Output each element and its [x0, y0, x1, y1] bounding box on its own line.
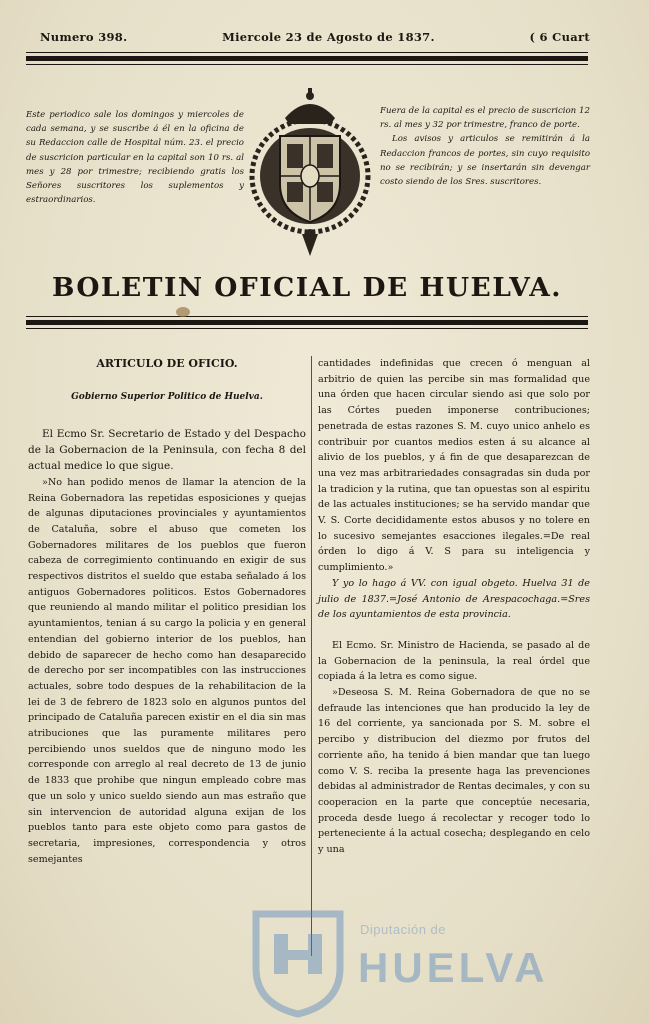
outside-capital-price: Fuera de la capital es el precio de suscricion 12 rs. al mes y 32 por trimestre, franco de porte. — [380, 106, 590, 131]
article-paragraph: »No han podido menos de llamar la atencion de la Reina Gobernadora las repetidas esposiciones y quejas de algunas diputaciones provinciales y ayuntamientos de Cataluña, sobre el abuso que cometen los Gobernadores militares de los pueblos que fueron cabeza de corregimiento continuando en exigir de sus respectivos distritos el sueldo que estaba señalado á los antiguos Gobernadores politicos. Estos Gobernadores que reuniendo al mando militar el politico presidian los ayuntamientos, tenian á su cargo la policia y en general entendian del gobierno interior de los pueblos, han debido de saparecer de hecho como han desaparecido de derecho por ser incompatibles con las instrucciones actuales, sobre todo despues de la rehabilitacion de la lei de 3 de febrero de 1823 solo en algunos puntos del principado de Cataluña parecen existir en el dia sin mas atribuciones que las puramente militares pero percibiendo unos sueldos que de ninguno modo les corresponde con arreglo al real decreto de 13 de junio de 1833 que prohibe que ningun empleado cobre mas que un solo y unico sueldo siendo aun mas estraño que sin intervencion de autoridad alguna exijan de los pueblos tanto para este objeto como para gastos de secretaria, impresiones, correspondencia y otros semejantes — [28, 476, 306, 865]
issue-price: ( 6 Cuart — [529, 30, 590, 44]
column-divider — [311, 356, 312, 956]
ink-stain — [176, 307, 190, 317]
masthead-rule-heavy — [26, 56, 588, 61]
masthead — [40, 26, 590, 48]
issue-date: Miercole 23 de Agosto de 1837. — [222, 30, 435, 44]
notices-info: Los avisos y articulos se remitirán á la Redaccion francos de portes, sin cuyo requisito no se recibirán; y se insertarán sin devengar costo siendo de los Sres. suscritores. — [380, 134, 590, 188]
article-paragraph: cantidades indefinidas que crecen ó menguan al arbitrio de quien las percibe sin mas formalidad que una órden que hacen circular siendo asi que solo por las Córtes pueden imponerse contribuciones; penetrada de estas razones S. M. cuyo unico anhelo es contribuir por cuantos medios esten á su alcance al alivio de los pueblos, y á fin de que desaparezcan de una vez mas arbitrariedades consagradas sin duda por la tradicion y la rutina, que tan opuestas son al espiritu de las actuales instituciones; se ha servido mandar que V. S. Corte decididamente estos abusos y no tolere en lo sucesivo semejantes esacciones ilegales.=De real órden lo digo á V. S para su inteligencia y cumplimiento.» — [318, 358, 590, 574]
signature-paragraph: Y yo lo hago á VV. con igual obgeto. Huelva 31 de julio de 1837.=José Antonio de Arespacochaga.=Sres de los ayuntamientos de esta provincia. — [318, 577, 590, 621]
royal-crest-icon — [247, 84, 373, 260]
watermark — [250, 906, 590, 1018]
watermark-line2: HUELVA — [358, 944, 549, 991]
diputacion-shield-icon — [250, 906, 346, 1018]
title-rule-heavy — [26, 320, 588, 325]
subscription-info-left — [26, 108, 244, 207]
newspaper-title: BOLETIN OFICIAL DE HUELVA. — [51, 272, 563, 303]
spacer — [318, 623, 590, 638]
article-paragraph: El Ecmo Sr. Secretario de Estado y del Despacho de la Gobernacion de la Peninsula, con fecha 8 del actual medice lo que sigue. — [28, 428, 306, 472]
masthead-rule-thin — [26, 52, 588, 53]
left-column — [28, 356, 306, 867]
issue-number: Numero 398. — [40, 30, 128, 44]
subscription-info-right — [380, 104, 590, 189]
watermark-line1: Diputación de — [360, 922, 446, 937]
masthead-rule-thin-lower — [26, 64, 588, 65]
title-rule-thin-lower — [26, 328, 588, 329]
title-rule-thin — [26, 316, 588, 317]
article-paragraph: El Ecmo. Sr. Ministro de Hacienda, se pasado al de la Gobernacion de la peninsula, la real órdel que copiada á la letra es como sigue. — [318, 639, 590, 683]
article-paragraph: »Deseosa S. M. Reina Gobernadora de que no se defraude las intenciones que han producido la ley de 16 del corriente, ya sancionada por S. M. sobre el percibo y distribucion del diezmo por frutos del corriente año, ha tenido á bien mandar que tan luego como V. S. reciba la presente haga las prevenciones debidas al administrador de Rentas decimales, y con su cooperacion en la parte que conceptúe necesaria, proceda desde luego á recolectar y recoger todo lo perteneciente á la actual cosecha; desplegando en celo y una — [318, 687, 590, 856]
subscription-text: Este periodico sale los domingos y miercoles de cada semana, y se suscribe á él en la oficina de su Redaccion calle de Hospital núm. 23. el precio de suscricion particular en la capital son 10 rs. al mes y 28 por trimestre; recibiendo gratis los Señores suscritores los suplementos y estraordinarios. — [26, 110, 244, 206]
right-column — [318, 356, 590, 858]
article-subheading: Gobierno Superior Politico de Huelva. — [71, 391, 263, 402]
article-heading: ARTICULO DE OFICIO. — [96, 357, 238, 370]
